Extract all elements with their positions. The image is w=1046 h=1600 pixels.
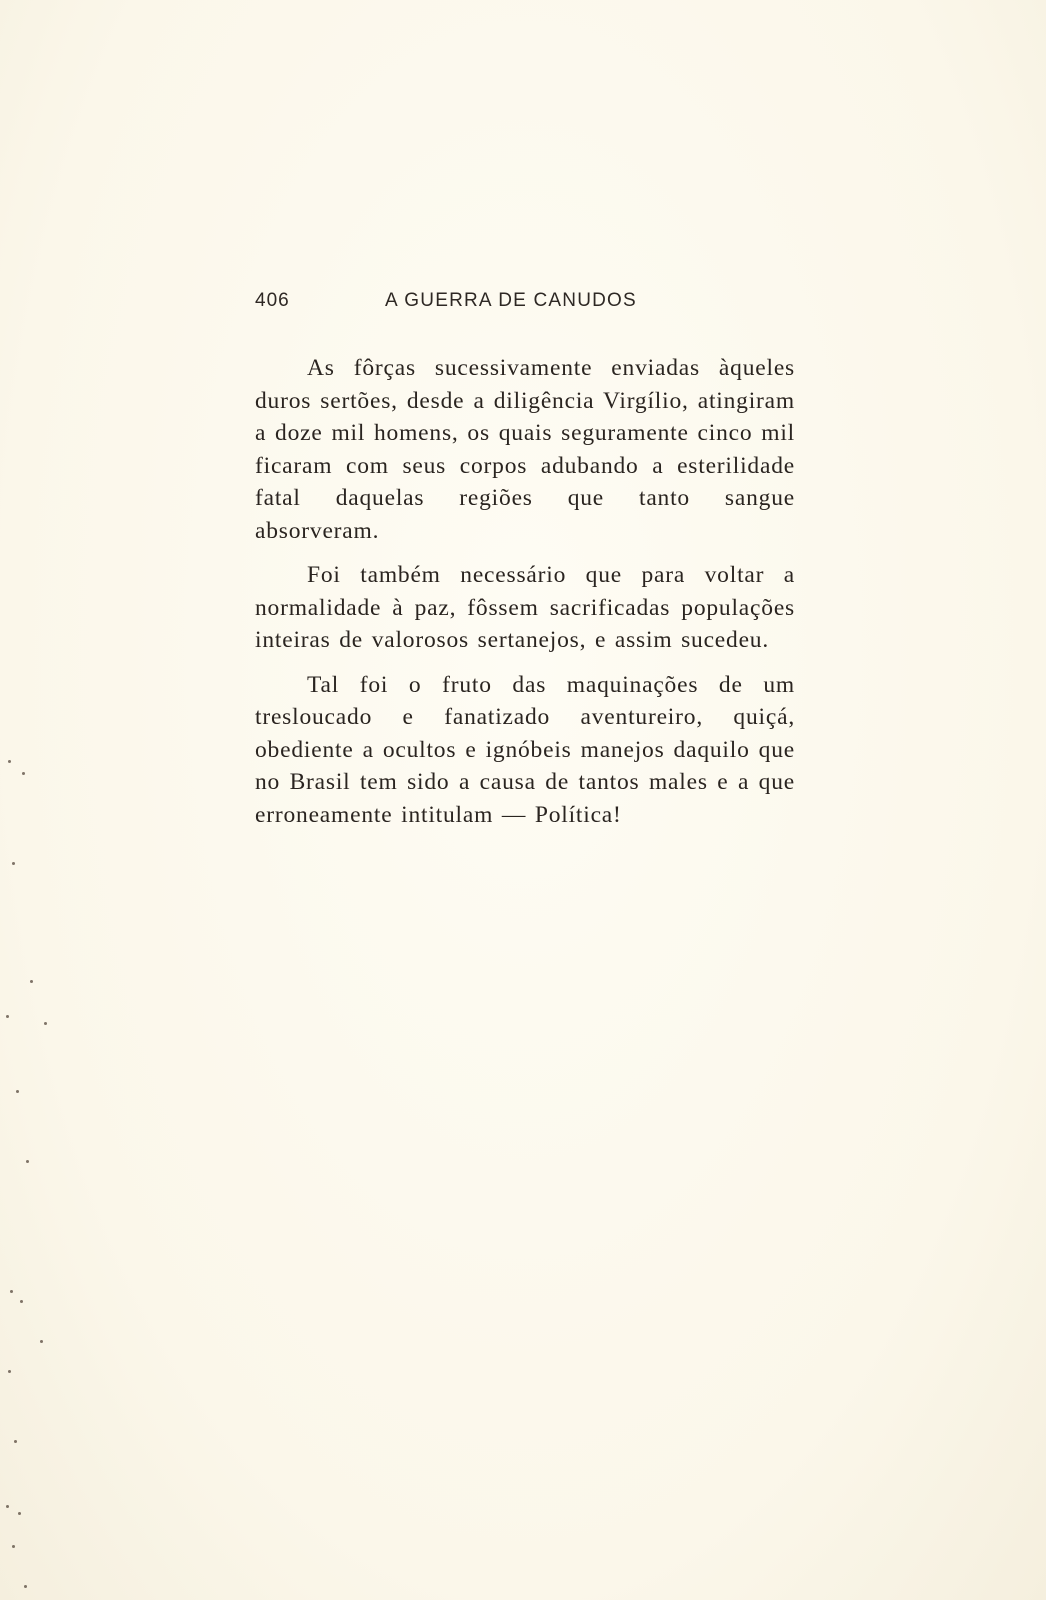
paper-speckle <box>20 1300 23 1303</box>
paper-speckle <box>6 1505 9 1508</box>
running-title: A GUERRA DE CANUDOS <box>385 290 637 311</box>
paper-speckle <box>10 1290 13 1293</box>
paper-speckle <box>16 1090 19 1093</box>
paper-speckle <box>8 1370 11 1373</box>
paper-speckle <box>30 980 33 983</box>
paper-speckle <box>6 1015 9 1018</box>
paper-speckle <box>44 1022 47 1025</box>
paper-speckle <box>12 862 15 865</box>
paragraph-3: Tal foi o fruto das maquinações de um tresloucado e fanatizado aventureiro, quiçá, obediente a ocultos e ignóbeis manejos daquilo que no Brasil tem sido a causa de tantos males e a que erroneamente intitulam — Política! <box>255 671 795 828</box>
paper-speckle <box>26 1160 29 1163</box>
paragraph-2: Foi também necessário que para voltar a normalidade à paz, fôssem sacrificadas populações inteiras de valorosos sertanejos, e assim sucedeu. <box>255 562 795 653</box>
paper-speckle <box>40 1340 43 1343</box>
page-header <box>255 290 800 318</box>
paper-speckle <box>8 760 11 763</box>
paper-speckle <box>18 1512 21 1515</box>
paper-speckle <box>12 1545 15 1548</box>
paragraph-1: As fôrças sucessivamente enviadas àqueles duros sertões, desde a diligência Virgílio, atingiram a doze mil homens, os quais seguramente cinco mil ficaram com seus corpos adubando a esterilidade fatal daquelas regiões que tanto sangue absorveram. <box>255 355 795 544</box>
page-number: 406 <box>255 290 290 311</box>
body-text <box>255 352 795 843</box>
paper-speckle <box>14 1440 17 1443</box>
paper-speckle <box>24 1585 27 1588</box>
paper-speckle <box>22 772 25 775</box>
